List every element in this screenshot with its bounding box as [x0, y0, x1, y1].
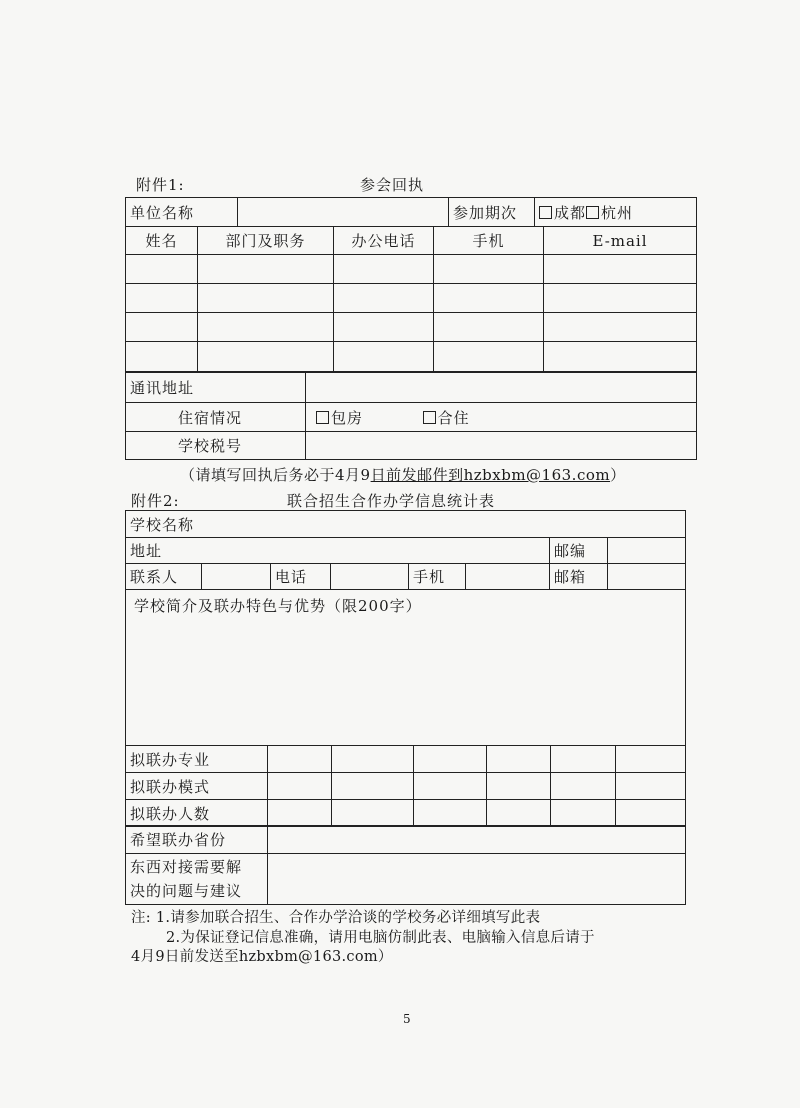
- table-row: [126, 773, 686, 800]
- cell[interactable]: [268, 800, 332, 827]
- cell[interactable]: [332, 773, 414, 800]
- attach1-title: 参会回执: [360, 176, 425, 194]
- cell[interactable]: [126, 284, 198, 313]
- school-name-label: 学校名称: [126, 511, 686, 538]
- cell[interactable]: [198, 313, 334, 342]
- lodging-options: [306, 403, 697, 432]
- school-address-label: 地址: [126, 538, 550, 564]
- mode-label: 拟联办模式: [126, 773, 268, 800]
- cell[interactable]: [268, 773, 332, 800]
- cell[interactable]: [434, 313, 544, 342]
- receipt-note-prefix: （请填写回执后务必于4月9: [180, 466, 371, 484]
- table-row: [126, 342, 697, 373]
- intro-box[interactable]: [125, 589, 686, 746]
- cell[interactable]: [544, 255, 697, 284]
- address-label: 通讯地址: [126, 372, 306, 403]
- cell[interactable]: [487, 746, 551, 773]
- cell[interactable]: [332, 800, 414, 827]
- attach1-label: 附件1:: [136, 176, 185, 194]
- cell[interactable]: [334, 313, 434, 342]
- cell[interactable]: [414, 746, 487, 773]
- tax-id-field[interactable]: [306, 432, 697, 460]
- cell[interactable]: [332, 746, 414, 773]
- note-line2: 2.为保证登记信息准确，请用电脑仿制此表、电脑输入信息后请于: [166, 930, 595, 946]
- contact-field[interactable]: [202, 564, 271, 590]
- cell[interactable]: [434, 255, 544, 284]
- col-mobile: 手机: [434, 227, 544, 255]
- cell[interactable]: [544, 313, 697, 342]
- unit-name-field[interactable]: [238, 198, 449, 227]
- postcode-field[interactable]: [608, 538, 686, 564]
- cell[interactable]: [551, 746, 616, 773]
- attach2-title: 联合招生合作办学信息统计表: [287, 492, 496, 510]
- cell[interactable]: [434, 284, 544, 313]
- cell[interactable]: [544, 284, 697, 313]
- checkbox-hangzhou[interactable]: [586, 206, 599, 219]
- mobile-field[interactable]: [466, 564, 550, 590]
- cell[interactable]: [334, 255, 434, 284]
- cell[interactable]: [434, 342, 544, 373]
- plan-table: [125, 745, 686, 827]
- col-office-phone: 办公电话: [334, 227, 434, 255]
- table-row: [126, 255, 697, 284]
- receipt-table-top: [125, 197, 697, 227]
- participants-header-row: [126, 227, 697, 255]
- checkbox-room[interactable]: [316, 411, 329, 424]
- contact-table: [125, 563, 686, 590]
- table-row: [126, 800, 686, 827]
- issues-label-line2: 决的问题与建议: [130, 882, 243, 900]
- intro-label: 学校简介及联办特色与优势（限200字）: [134, 597, 422, 615]
- page-number: 5: [403, 1012, 411, 1026]
- note-line3: 4月9日前发送至hzbxbm@163.com）: [131, 949, 393, 965]
- participants-table: [125, 226, 697, 373]
- school-info-table: [125, 510, 686, 538]
- cell[interactable]: [616, 800, 686, 827]
- lodging-label: 住宿情况: [126, 403, 306, 432]
- option-share-label: 合住: [437, 408, 470, 427]
- cell[interactable]: [126, 342, 198, 373]
- session-options: [535, 198, 697, 227]
- checkbox-chengdu[interactable]: [539, 206, 552, 219]
- note-line1: 注: 1.请参加联合招生、合作办学洽谈的学校务必详细填写此表: [131, 910, 541, 926]
- issues-label-line1: 东西对接需要解: [130, 858, 243, 876]
- cell[interactable]: [616, 773, 686, 800]
- session-label: 参加期次: [449, 198, 535, 227]
- col-name: 姓名: [126, 227, 198, 255]
- cell[interactable]: [198, 284, 334, 313]
- address-table: [125, 537, 686, 564]
- cell[interactable]: [268, 746, 332, 773]
- phone-label: 电话: [271, 564, 331, 590]
- receipt-table-bottom: [125, 371, 697, 460]
- option-chengdu-label: 成都: [554, 203, 587, 222]
- cell[interactable]: [334, 284, 434, 313]
- cell[interactable]: [334, 342, 434, 373]
- unit-name-label: 单位名称: [126, 198, 238, 227]
- attach2-label: 附件2:: [131, 492, 180, 510]
- phone-field[interactable]: [331, 564, 409, 590]
- major-label: 拟联办专业: [126, 746, 268, 773]
- table-row: [126, 284, 697, 313]
- province-label: 希望联办省份: [126, 826, 268, 854]
- cell[interactable]: [198, 342, 334, 373]
- col-email: E-mail: [544, 227, 697, 255]
- receipt-note: [180, 464, 626, 485]
- cell[interactable]: [126, 313, 198, 342]
- address-field[interactable]: [306, 372, 697, 403]
- issues-field[interactable]: [268, 854, 686, 905]
- cell[interactable]: [198, 255, 334, 284]
- option-room-label: 包房: [331, 408, 364, 427]
- province-field[interactable]: [268, 826, 686, 854]
- mobile-label: 手机: [409, 564, 466, 590]
- cell[interactable]: [126, 255, 198, 284]
- receipt-note-suffix: ）: [610, 466, 626, 484]
- option-hangzhou-label: 杭州: [601, 203, 634, 222]
- table-row: [126, 746, 686, 773]
- table-row: [126, 313, 697, 342]
- cell[interactable]: [487, 800, 551, 827]
- issues-label: [126, 854, 268, 905]
- col-dept: 部门及职务: [198, 227, 334, 255]
- cell[interactable]: [414, 773, 487, 800]
- province-table: [125, 825, 686, 905]
- email-field[interactable]: [608, 564, 686, 590]
- cell[interactable]: [487, 773, 551, 800]
- receipt-note-email: 日前发邮件到hzbxbm@163.com: [370, 466, 611, 484]
- contact-label: 联系人: [126, 564, 202, 590]
- count-label: 拟联办人数: [126, 800, 268, 827]
- tax-id-label: 学校税号: [126, 432, 306, 460]
- checkbox-share[interactable]: [423, 411, 436, 424]
- email-label: 邮箱: [550, 564, 608, 590]
- postcode-label: 邮编: [550, 538, 608, 564]
- cell[interactable]: [544, 342, 697, 373]
- cell[interactable]: [551, 773, 616, 800]
- cell[interactable]: [551, 800, 616, 827]
- cell[interactable]: [414, 800, 487, 827]
- cell[interactable]: [616, 746, 686, 773]
